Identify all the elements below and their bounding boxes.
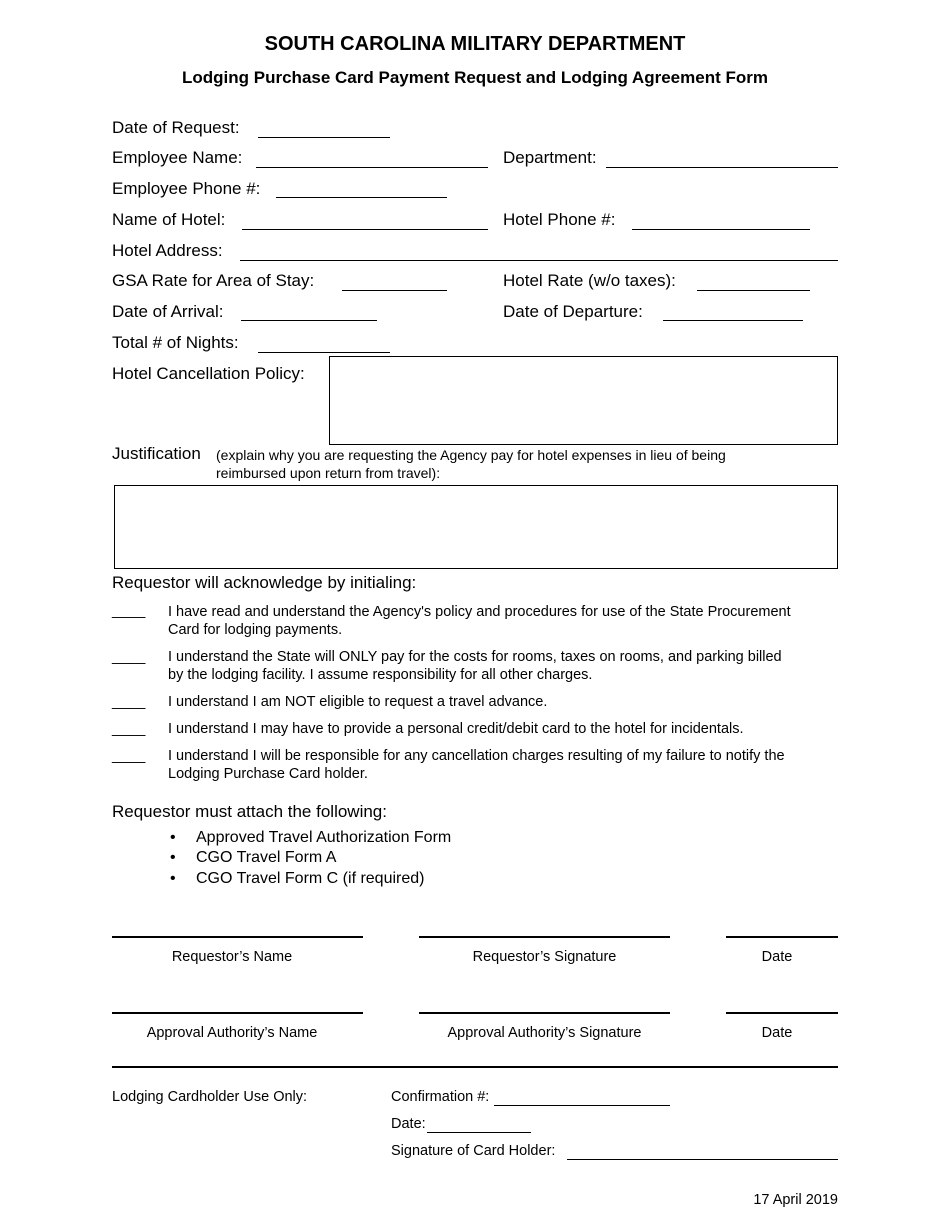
requestor-date-label: Date xyxy=(761,949,793,965)
requestor-name-label: Requestor’s Name xyxy=(171,949,293,965)
initial-blank-5[interactable]: ____ xyxy=(112,747,146,764)
revision-date: 17 April 2019 xyxy=(753,1192,838,1208)
bullet-1: • xyxy=(170,829,176,846)
initial-blank-1[interactable]: ____ xyxy=(112,602,146,619)
employee-phone-label: Employee Phone #: xyxy=(112,179,261,198)
cancellation-policy-label: Hotel Cancellation Policy: xyxy=(112,364,305,383)
hotel-name-label: Name of Hotel: xyxy=(112,210,226,229)
form-subtitle: Lodging Purchase Card Payment Request and Lodging Agreement Form xyxy=(182,68,768,87)
acknowledge-heading: Requestor will acknowledge by initialing: xyxy=(112,573,417,592)
cardholder-signature-label: Signature of Card Holder: xyxy=(391,1143,556,1159)
ack-item-5-line1: I understand I will be responsible for any cancellation charges resulting of my failure to notify the xyxy=(168,748,785,764)
attach-item-1: Approved Travel Authorization Form xyxy=(196,829,452,846)
total-nights-label: Total # of Nights: xyxy=(112,333,239,352)
department-label: Department: xyxy=(503,148,597,167)
initial-blank-3[interactable]: ____ xyxy=(112,693,146,710)
bullet-2: • xyxy=(170,849,176,866)
requestor-name-line[interactable] xyxy=(112,936,363,938)
approval-date-line[interactable] xyxy=(726,1012,838,1014)
ack-item-2-line2: by the lodging facility. I assume responsibility for all other charges. xyxy=(168,667,593,683)
initial-blank-2[interactable]: ____ xyxy=(112,648,146,665)
requestor-signature-line[interactable] xyxy=(419,936,670,938)
cardholder-date-field[interactable] xyxy=(427,1132,531,1133)
hotel-address-field[interactable] xyxy=(240,260,838,261)
hotel-address-label: Hotel Address: xyxy=(112,241,223,260)
cardholder-date-label: Date: xyxy=(391,1116,426,1132)
attach-item-2: CGO Travel Form A xyxy=(196,849,337,866)
employee-name-field[interactable] xyxy=(256,167,488,168)
hotel-rate-label: Hotel Rate (w/o taxes): xyxy=(503,271,676,290)
initial-blank-4[interactable]: ____ xyxy=(112,720,146,737)
requestor-signature-label: Requestor’s Signature xyxy=(472,949,617,965)
justification-note-2: reimbursed upon return from travel): xyxy=(216,465,441,481)
approval-signature-label: Approval Authority’s Signature xyxy=(447,1025,642,1041)
confirmation-field[interactable] xyxy=(494,1105,670,1106)
hotel-name-field[interactable] xyxy=(242,229,488,230)
date-of-request-field[interactable] xyxy=(258,137,390,138)
cancellation-policy-box[interactable] xyxy=(329,356,838,445)
cardholder-label: Lodging Cardholder Use Only: xyxy=(112,1089,308,1105)
hotel-rate-field[interactable] xyxy=(697,290,810,291)
employee-phone-field[interactable] xyxy=(276,197,447,198)
attach-item-3: CGO Travel Form C (if required) xyxy=(196,870,425,887)
date-of-request-label: Date of Request: xyxy=(112,118,240,137)
confirmation-label: Confirmation #: xyxy=(391,1089,490,1105)
gsa-rate-field[interactable] xyxy=(342,290,447,291)
approval-signature-line[interactable] xyxy=(419,1012,670,1014)
attach-heading: Requestor must attach the following: xyxy=(112,802,387,821)
approval-name-line[interactable] xyxy=(112,1012,363,1014)
form-title: SOUTH CAROLINA MILITARY DEPARTMENT xyxy=(264,33,686,55)
hotel-phone-label: Hotel Phone #: xyxy=(503,210,616,229)
ack-item-4: I understand I may have to provide a personal credit/debit card to the hotel for incidentals. xyxy=(168,721,744,737)
cardholder-signature-field[interactable] xyxy=(567,1159,838,1160)
date-of-arrival-label: Date of Arrival: xyxy=(112,302,224,321)
bullet-3: • xyxy=(170,870,176,887)
department-field[interactable] xyxy=(606,167,838,168)
ack-item-5-line2: Lodging Purchase Card holder. xyxy=(168,766,368,782)
justification-box[interactable] xyxy=(114,485,838,569)
date-of-arrival-field[interactable] xyxy=(241,320,377,321)
total-nights-field[interactable] xyxy=(258,352,390,353)
justification-label: Justification xyxy=(112,444,201,463)
hotel-phone-field[interactable] xyxy=(632,229,810,230)
ack-item-1-line1: I have read and understand the Agency's policy and procedures for use of the State Procurement xyxy=(168,604,791,620)
ack-item-2-line1: I understand the State will ONLY pay for the costs for rooms, taxes on rooms, and parking billed xyxy=(168,649,782,665)
approval-date-label: Date xyxy=(761,1025,793,1041)
date-of-departure-label: Date of Departure: xyxy=(503,302,643,321)
cardholder-divider xyxy=(112,1066,838,1068)
justification-note-1: (explain why you are requesting the Agency pay for hotel expenses in lieu of being xyxy=(216,447,726,463)
approval-name-label: Approval Authority’s Name xyxy=(146,1025,318,1041)
employee-name-label: Employee Name: xyxy=(112,148,243,167)
ack-item-3: I understand I am NOT eligible to request a travel advance. xyxy=(168,694,548,710)
requestor-date-line[interactable] xyxy=(726,936,838,938)
ack-item-1-line2: Card for lodging payments. xyxy=(168,622,343,638)
gsa-rate-label: GSA Rate for Area of Stay: xyxy=(112,271,315,290)
date-of-departure-field[interactable] xyxy=(663,320,803,321)
